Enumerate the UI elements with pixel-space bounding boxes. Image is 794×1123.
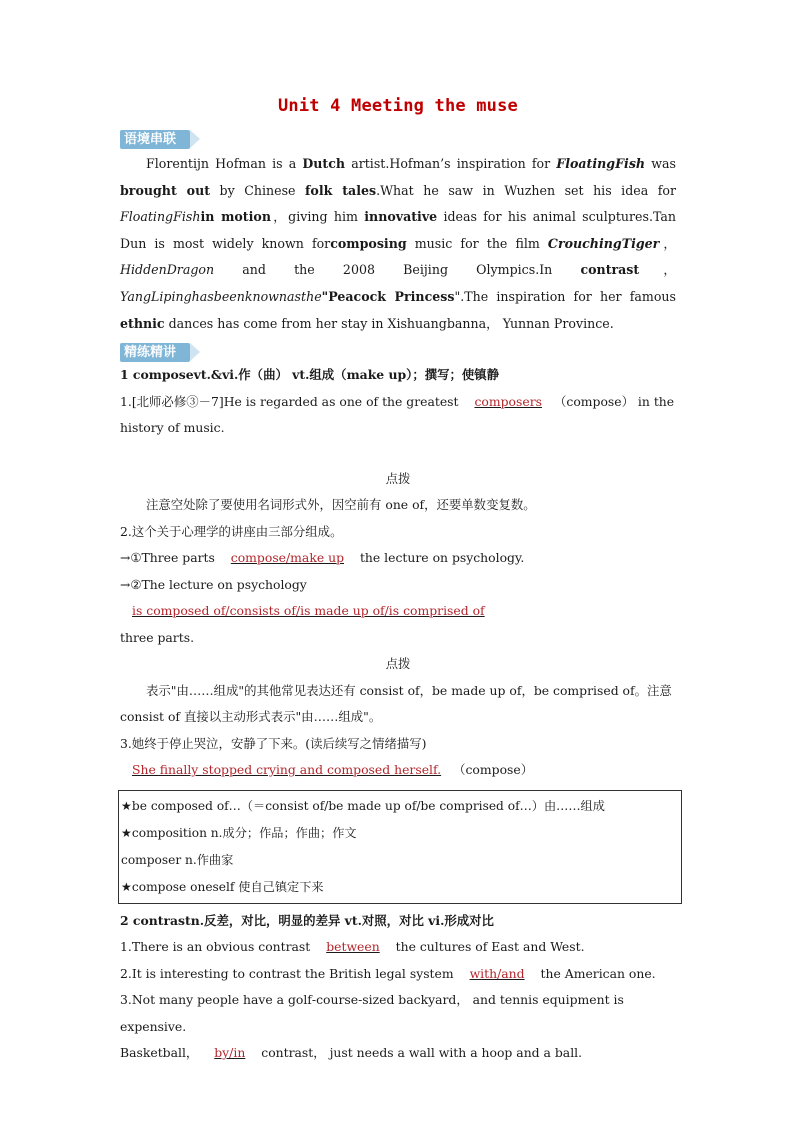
question-text: 1.[北师必修③－7]He is regarded as one of the greatest xyxy=(120,393,463,409)
keyword-text: composing xyxy=(330,235,407,251)
keyword-text: CrouchingTiger xyxy=(547,235,660,251)
paragraph-text: dances has come from her stay in Xishuangbanna， Yunnan Province. xyxy=(164,315,614,331)
section-tag-practice xyxy=(120,341,676,362)
question-text: the American one. xyxy=(536,965,656,981)
item1-question2b-cont: three parts. xyxy=(120,629,195,645)
question-text: Basketball， xyxy=(120,1045,203,1061)
section-tag-label: 语境串联 xyxy=(120,130,190,149)
tip-text: 表示"由……组成"的其他常见表达还有 consist of，be made up of，be comprised of。注意 consist of 直接以主动形式表示"由……组成"。 xyxy=(120,682,672,725)
page-title: Unit 4 Meeting the muse xyxy=(277,96,518,116)
question-text: 2.It is interesting to contrast the British legal system xyxy=(120,965,458,981)
item2-question3: 3.Not many people have a golf‑course‑sized backyard， and tennis equipment is expensive. xyxy=(120,992,624,1034)
answer-blank: with/and xyxy=(469,965,525,981)
paragraph-text: artist.Hofman’s inspiration for xyxy=(345,156,557,171)
question-text: contrast， just needs a wall with a hoop and a ball. xyxy=(257,1045,583,1061)
answer-blank: She finally stopped crying and composed herself. xyxy=(132,762,442,778)
worksheet-page xyxy=(120,96,676,1067)
item1-question2a xyxy=(120,545,676,572)
item1-question3: 3.她终于停止哭泣，安静了下来。(读后续写之情绪描写) xyxy=(120,735,427,751)
context-paragraph xyxy=(120,151,676,337)
question-text: →②The lecture on psychology xyxy=(120,576,307,592)
keyword-text: FloatingFish xyxy=(556,156,646,171)
section-tag-label: 精练精讲 xyxy=(120,343,190,362)
question-text: →①Three parts xyxy=(120,550,219,566)
item2-question3-cont xyxy=(120,1040,676,1067)
paragraph-text: ， xyxy=(659,235,676,251)
keyword-text: brought out xyxy=(120,182,211,198)
keyword-text: in motion xyxy=(200,209,271,225)
paragraph-text: Florentijn Hofman is a xyxy=(146,156,303,171)
summary-box xyxy=(118,790,682,904)
keyword-text: contrast xyxy=(580,262,640,278)
paragraph-text: YangLipinghasbeenknownasthe xyxy=(120,288,322,304)
paragraph-text: ，giving him xyxy=(270,209,365,225)
paragraph-text: HiddenDragon xyxy=(120,262,215,278)
answer-blank: composers xyxy=(474,393,542,409)
summary-line: ★be composed of…（＝consist of/be made up of/be comprised of…）由……组成 xyxy=(121,798,605,813)
item1-question1 xyxy=(120,389,676,442)
keyword-text: "Peacock Princess xyxy=(321,288,455,304)
question-text: （compose） xyxy=(453,762,534,778)
answer-blank: compose/make up xyxy=(230,550,345,566)
tip-text: 注意空处除了要使用名词形式外，因空前有 one of，还要单数变复数。 xyxy=(146,497,536,513)
paragraph-text: ideas for his animal sculptures.Tan Dun is most widely known for xyxy=(120,209,677,251)
item1-question3-answer xyxy=(120,757,676,784)
paragraph-text: ， xyxy=(639,262,676,278)
paragraph-text: was xyxy=(645,156,676,171)
summary-line: ★compose oneself 使自己镇定下来 xyxy=(121,879,324,894)
question-text: the lecture on psychology. xyxy=(356,550,525,566)
paragraph-text: by Chinese xyxy=(210,182,306,198)
paragraph-text: music for the film xyxy=(406,235,548,251)
item2-question2 xyxy=(120,961,676,988)
item2-question1 xyxy=(120,934,676,961)
item1-heading: 1 composevt.&vi.作（曲） vt.组成（make up）；撰写；使镇静 xyxy=(120,367,500,383)
keyword-text: ethnic xyxy=(120,315,165,331)
tip-label: 点拨 xyxy=(385,656,411,672)
item2-heading: 2 contrastn.反差，对比，明显的差异 vt.对照，对比 vi.形成对比 xyxy=(120,912,494,928)
keyword-text: innovative xyxy=(364,209,438,225)
question-text: the cultures of East and West. xyxy=(391,939,585,955)
paragraph-text: .What he saw in Wuzhen set his idea for xyxy=(376,182,677,198)
answer-blank: by/in xyxy=(214,1045,246,1061)
tip-label: 点拨 xyxy=(385,470,411,486)
question-text: 1.There is an obvious contrast xyxy=(120,939,315,955)
answer-blank: between xyxy=(326,939,380,955)
item1-question2b xyxy=(120,572,676,625)
item1-question2: 2.这个关于心理学的讲座由三部分组成。 xyxy=(120,523,343,539)
summary-line: ★composition n.成分；作品；作曲；作文 xyxy=(121,825,357,840)
question-text: （compose） in the history of music. xyxy=(120,393,675,436)
summary-line: composer n.作曲家 xyxy=(121,852,234,867)
paragraph-text: ".The inspiration for her famous xyxy=(454,288,677,304)
keyword-text: folk tales xyxy=(305,182,377,198)
paragraph-text: FloatingFish xyxy=(120,209,201,225)
answer-blank: is composed of/consists of/is made up of/is comprised of xyxy=(132,603,485,619)
section-tag-context xyxy=(120,128,676,149)
keyword-text: Dutch xyxy=(302,156,346,171)
paragraph-text: and the 2008 Beijing Olympics.In xyxy=(214,262,581,278)
